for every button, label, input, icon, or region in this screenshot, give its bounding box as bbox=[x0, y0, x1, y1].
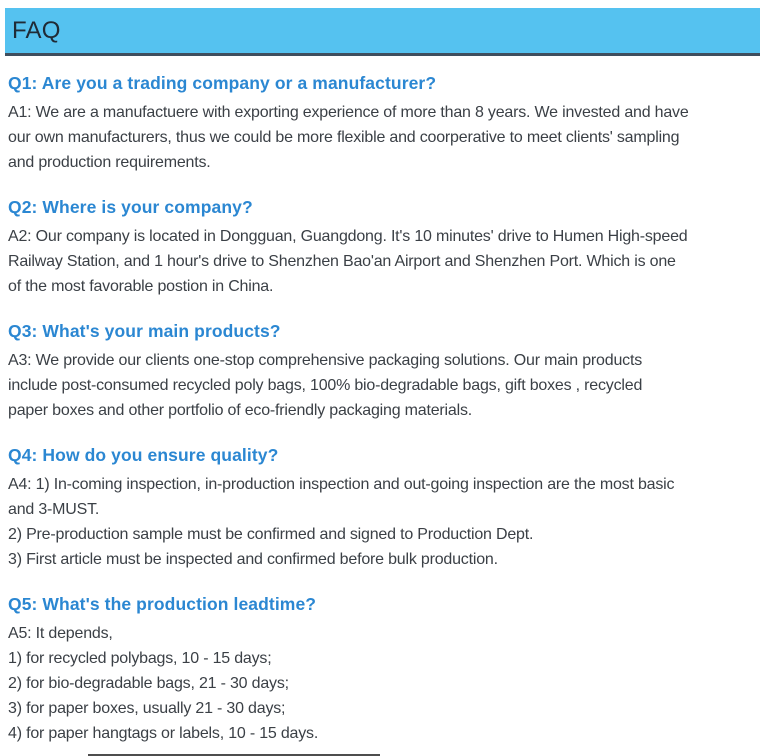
faq-answer bbox=[8, 224, 757, 299]
faq-answer-line: and production requirements. bbox=[8, 154, 211, 171]
faq-answer-line: A4: 1) In-coming inspection, in-production inspection and out-going inspection are the most basic bbox=[8, 476, 675, 493]
faq-header-bar bbox=[5, 8, 760, 56]
faq-section bbox=[8, 445, 757, 572]
faq-answer-line: 2) Pre-production sample must be confirmed and signed to Production Dept. bbox=[8, 526, 534, 543]
faq-answer-line: of the most favorable postion in China. bbox=[8, 278, 274, 295]
faq-question: Q3: What's your main products? bbox=[8, 321, 281, 341]
faq-answer-line: A2: Our company is located in Dongguan, Guangdong. It's 10 minutes' drive to Humen High-speed bbox=[8, 228, 688, 245]
faq-answer-line: A1: We are a manufactuere with exporting experience of more than 8 years. We invested and have bbox=[8, 104, 689, 121]
faq-answer-line: 1) for recycled polybags, 10 - 15 days; bbox=[8, 650, 272, 667]
faq-answer-line: Railway Station, and 1 hour's drive to Shenzhen Bao'an Airport and Shenzhen Port. Which is one bbox=[8, 253, 676, 270]
faq-section bbox=[8, 594, 757, 746]
faq-answer-line: paper boxes and other portfolio of eco-friendly packaging materials. bbox=[8, 402, 473, 419]
faq-answer-line: A3: We provide our clients one-stop comprehensive packaging solutions. Our main products bbox=[8, 352, 643, 369]
faq-question: Q1: Are you a trading company or a manufacturer? bbox=[8, 73, 437, 93]
faq-answer-line: 2) for bio-degradable bags, 21 - 30 days; bbox=[8, 675, 289, 692]
faq-question: Q5: What's the production leadtime? bbox=[8, 594, 317, 614]
faq-answer bbox=[8, 348, 757, 423]
faq-answer bbox=[8, 100, 757, 175]
faq-section bbox=[8, 197, 757, 299]
faq-question: Q2: Where is your company? bbox=[8, 197, 253, 217]
faq-answer-line: 3) for paper boxes, usually 21 - 30 days; bbox=[8, 700, 286, 717]
faq-answer-line: our own manufacturers, thus we could be more flexible and coorperative to meet clients' sampling bbox=[8, 129, 680, 146]
faq-question: Q4: How do you ensure quality? bbox=[8, 445, 279, 465]
faq-section bbox=[8, 73, 757, 175]
faq-title: FAQ bbox=[12, 17, 61, 44]
faq-section bbox=[8, 321, 757, 423]
faq-content bbox=[0, 73, 765, 746]
faq-answer-line: and 3-MUST. bbox=[8, 501, 100, 518]
faq-answer-line: 3) First article must be inspected and confirmed before bulk production. bbox=[8, 551, 498, 568]
faq-answer-line: 4) for paper hangtags or labels, 10 - 15 days. bbox=[8, 725, 319, 742]
faq-answer bbox=[8, 472, 757, 572]
faq-answer-line: A5: It depends, bbox=[8, 625, 113, 642]
faq-answer bbox=[8, 621, 757, 746]
faq-answer-line: include post-consumed recycled poly bags, 100% bio-degradable bags, gift boxes , recycled bbox=[8, 377, 643, 394]
